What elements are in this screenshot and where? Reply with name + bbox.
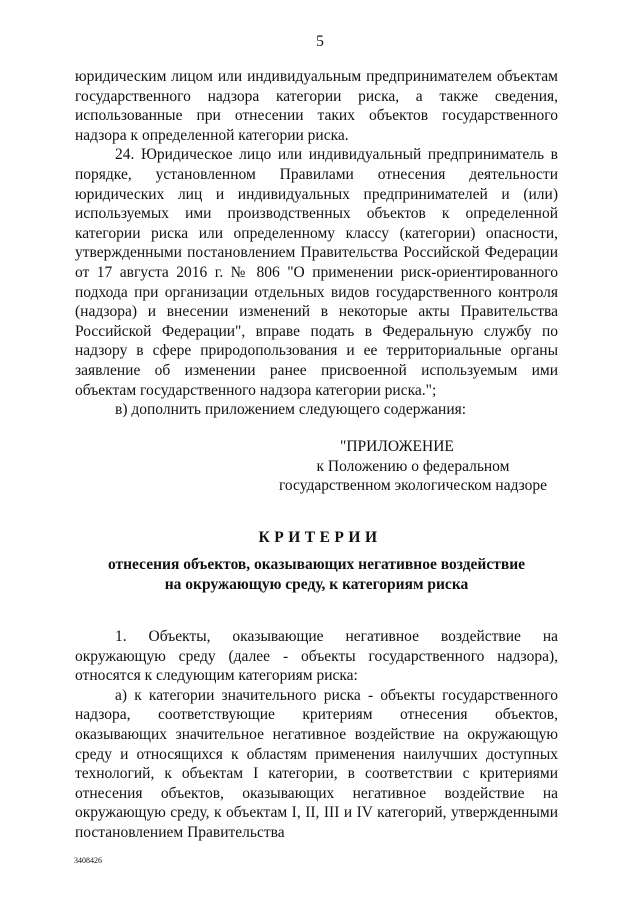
paragraph-amendment-v: в) дополнить приложением следующего содержания: bbox=[115, 401, 467, 419]
appendix-line-2: к Положению о федеральном bbox=[316, 457, 510, 475]
body-text-bottom bbox=[75, 627, 558, 843]
appendix-title: "ПРИЛОЖЕНИЕ bbox=[340, 438, 454, 455]
criteria-subheading bbox=[75, 555, 558, 594]
criteria-subheading-line-2: на окружающую среду, к категориям риска bbox=[164, 575, 469, 593]
document-code: 3408426 bbox=[74, 856, 102, 865]
body-text-top bbox=[75, 67, 558, 420]
appendix-block bbox=[268, 437, 558, 496]
criteria-heading: КРИТЕРИИ bbox=[258, 529, 382, 546]
criteria-subheading-line-1: отнесения объектов, оказывающих негативное воздействие bbox=[107, 556, 526, 573]
paragraph-a: а) к категории значительного риска - объекты государственного надзора, соответствующие критериям отнесения объектов, оказывающих значительное негативное воздействие на окружающую среду и относящихся к областям применения наилучших доступных технологий, к объектам I категории, в соответствии с критериями отнесения объектов, оказывающих негативное воздействие на окружающую среду, к объектам I, II, III и IV категорий, утвержденными постановлением Правительства bbox=[75, 686, 558, 841]
paragraph-continuation: юридическим лицом или индивидуальным предпринимателем объектам государственного надзора категории риска, а также сведения, использованные при отнесении таких объектов государственного надзора к определенной категории риска. bbox=[75, 68, 558, 144]
paragraph-1: 1. Объекты, оказывающие негативное воздействие на окружающую среду (далее - объекты государственного надзора), относятся к следующим категориям риска: bbox=[75, 628, 558, 685]
appendix-line-3: государственном экологическом надзоре bbox=[278, 477, 548, 495]
paragraph-24: 24. Юридическое лицо или индивидуальный предприниматель в порядке, установленном Правилами отнесения деятельности юридических лиц и индивидуальных предпринимателей и (или) используемых ими производственных объектов к определенной категории риска или определенному классу (категории) опасности, утвержденными постановлением Правительства Российской Федерации от 17 августа 2016 г. № 806 "О применении риск-ориентированного подхода при организации отдельных видов государственного контроля (надзора) и внесении изменений в некоторые акты Правительства Российской Федерации", вправе подать в Федеральную службу по надзору в сфере природопользования и ее территориальные органы заявление об изменении ранее присвоенной используемым ими объектам государственного надзора категории риска."; bbox=[75, 146, 558, 399]
page-number: 5 bbox=[316, 33, 324, 50]
